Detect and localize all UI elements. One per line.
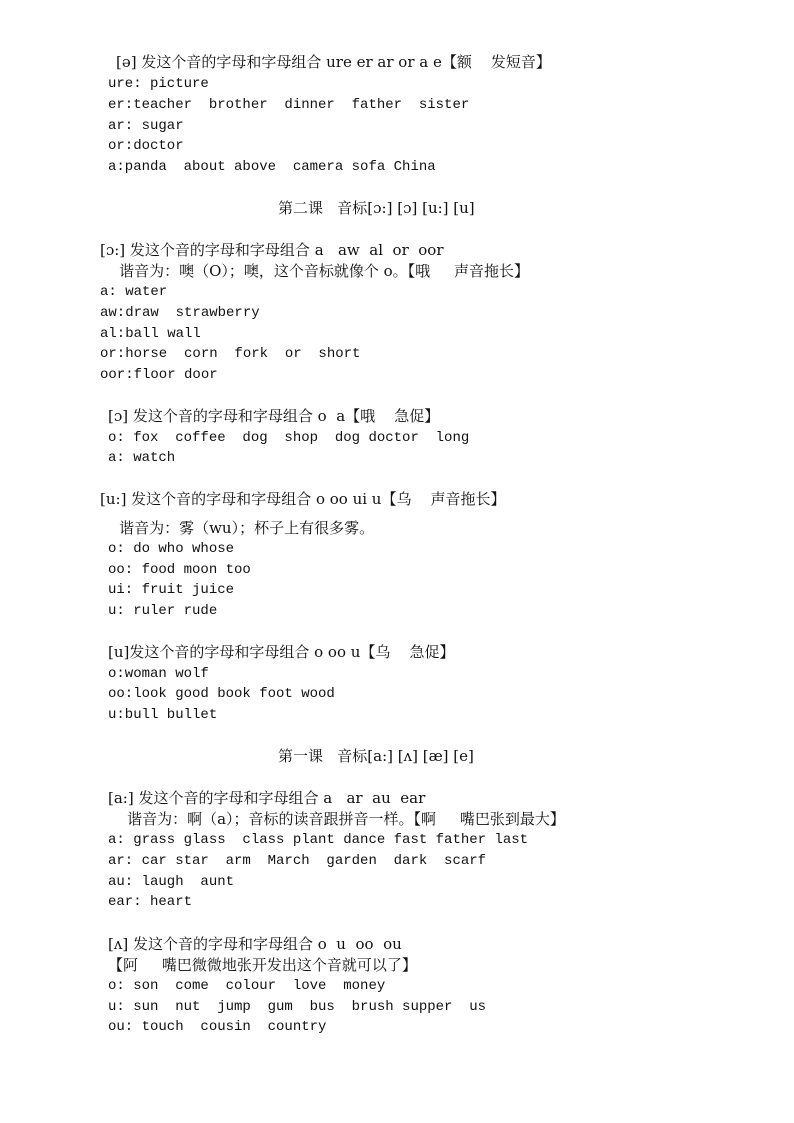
heading-wedge: [ʌ] 发这个音的字母和字母组合 o u oo ou — [108, 935, 402, 953]
example-line: u: ruler rude — [108, 603, 218, 619]
heading-schwa: [ə] 发这个音的字母和字母组合 ure er ar or a e【额 发短音】 — [116, 53, 551, 71]
example-line: a:panda about above camera sofa China — [108, 159, 436, 175]
example-line: ar: sugar — [108, 118, 184, 134]
example-line: al:ball wall — [100, 326, 201, 342]
example-line: oo: food moon too — [108, 562, 251, 578]
example-line: au: laugh aunt — [108, 874, 235, 890]
example-line: a: water — [100, 284, 168, 300]
example-line: aw:draw strawberry — [100, 305, 260, 321]
example-line: a: grass glass class plant dance fast father last — [108, 832, 529, 848]
example-line: or:doctor — [108, 138, 184, 154]
example-line: a: watch — [108, 450, 176, 466]
example-line: ure: picture — [108, 76, 209, 92]
example-line: ou: touch cousin country — [108, 1019, 327, 1035]
heading-open-o-long: [ɔ:] 发这个音的字母和字母组合 a aw al or oor — [100, 241, 444, 259]
mnemonic-line: 谐音为：雾（wu）；杯子上有很多雾。 — [100, 519, 375, 537]
example-line: o: do who whose — [108, 541, 235, 557]
mnemonic-line: 谐音为：噢（O）；噢，这个音标就像个 o。【哦 声音拖长】 — [100, 262, 530, 280]
example-line: oor:floor door — [100, 367, 218, 383]
heading-u-short: [u]发这个音的字母和字母组合 o oo u【乌 急促】 — [108, 643, 455, 661]
heading-a-long: [a:] 发这个音的字母和字母组合 a ar au ear — [108, 789, 426, 807]
example-line: ear: heart — [108, 894, 193, 910]
example-line: ar: car star arm March garden dark scarf — [108, 853, 487, 869]
mnemonic-line: 谐音为：啊（a）；音标的读音跟拼音一样。【啊 嘴巴张到最大】 — [108, 810, 565, 828]
heading-u-long: [u:] 发这个音的字母和字母组合 o oo ui u【乌 声音拖长】 — [100, 490, 506, 508]
mnemonic-line: 【阿 嘴巴微微地张开发出这个音就可以了】 — [108, 956, 417, 974]
example-line: u:bull bullet — [108, 707, 218, 723]
example-line: u: sun nut jump gum bus brush supper us — [108, 999, 487, 1015]
example-line: oo:look good book foot wood — [108, 686, 335, 702]
example-line: er:teacher brother dinner father sister — [108, 97, 470, 113]
example-line: or:horse corn fork or short — [100, 346, 361, 362]
lesson-title: 第一课 音标[a:] [ʌ] [æ] [e] — [278, 747, 474, 765]
example-line: o: fox coffee dog shop dog doctor long — [108, 430, 470, 446]
lesson-title: 第二课 音标[ɔ:] [ɔ] [u:] [u] — [278, 199, 475, 217]
example-line: ui: fruit juice — [108, 582, 235, 598]
example-line: o: son come colour love money — [108, 978, 386, 994]
heading-open-o-short: [ɔ] 发这个音的字母和字母组合 o a【哦 急促】 — [108, 407, 440, 425]
example-line: o:woman wolf — [108, 666, 209, 682]
